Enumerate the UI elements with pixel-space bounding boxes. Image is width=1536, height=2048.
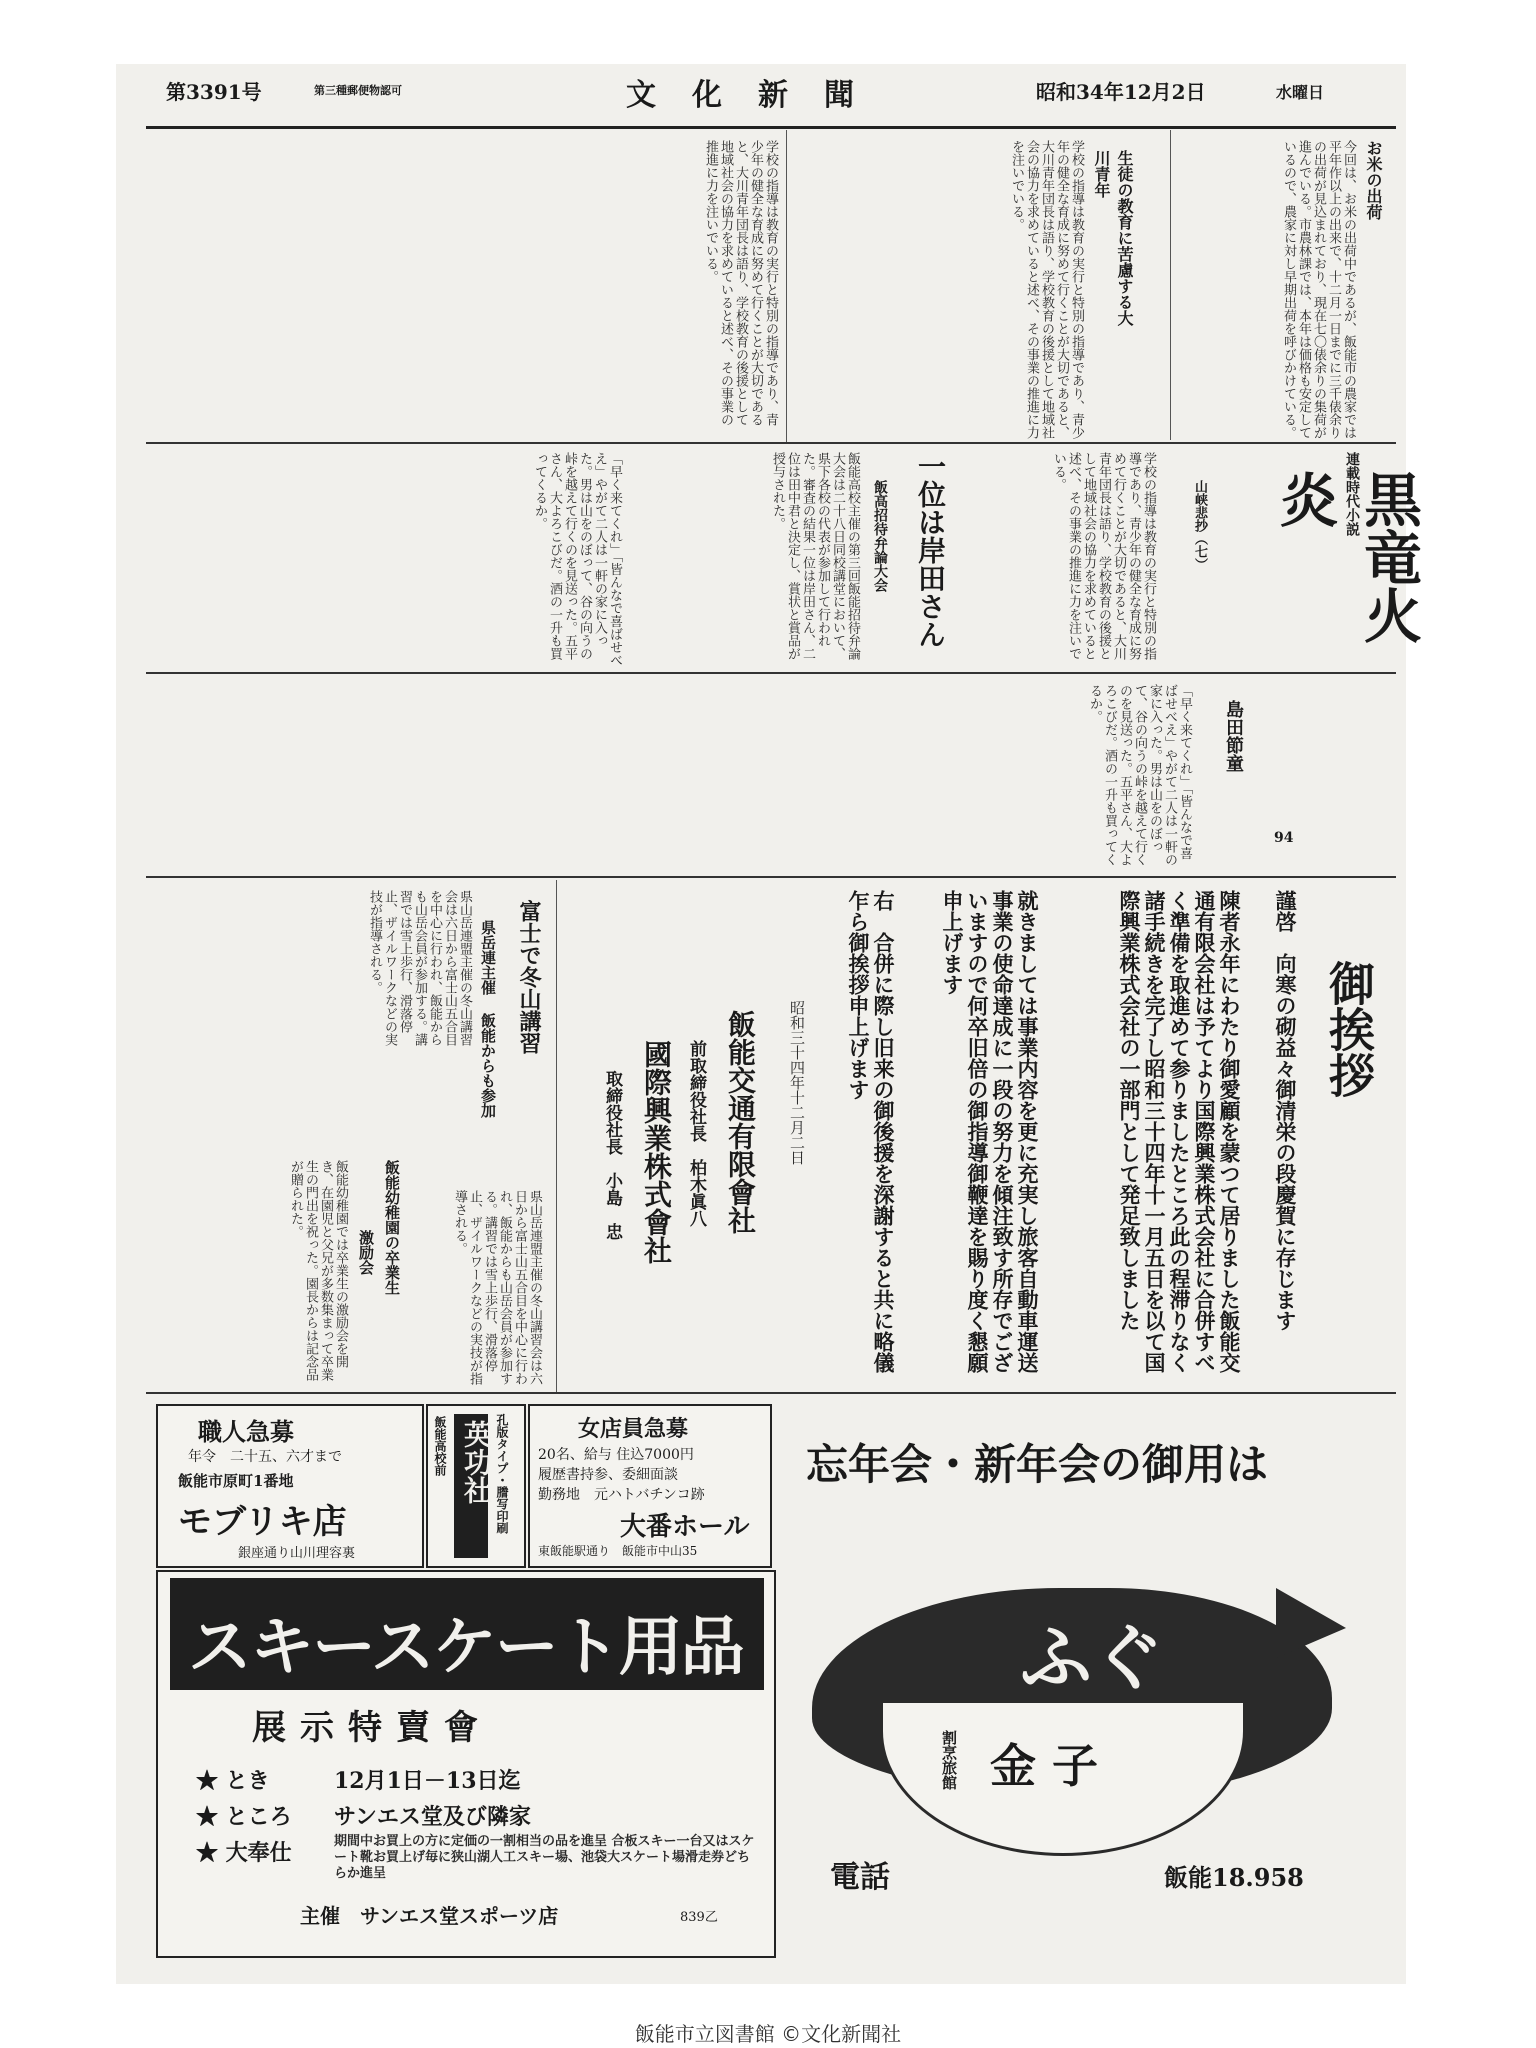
- print-ad-name: 英功社: [460, 1420, 493, 1504]
- fuji-body-continued: 県山岳連盟主催の冬山講習会は六日から富士山五合目を中心に行われ、飯能からも山岳会員が参加する。講習では雪上歩行、滑落停止、ザイルワークなどの実技が指導される。: [452, 1190, 542, 1385]
- rice-title: お米の出荷: [1364, 140, 1383, 220]
- company-2: 國際興業株式會社: [640, 1040, 673, 1264]
- ski-ad-banner-text: スキースケート用品: [188, 1611, 743, 1685]
- print-ad-type: 孔版タイプ・謄写印刷: [495, 1414, 509, 1534]
- continued-column-middle: 「早く来てくれ」「皆んなで喜ばせべえ」やがて二人は一軒の家に入った。男は山をのぼって、谷の向うの峠を越えて行くのを見送った。五平さん、大よろこびだ。酒の一升も買ってくるか。: [532, 452, 622, 667]
- tin-shop-ad: [156, 1404, 424, 1568]
- tin-ad-age: 年令 二十五、六才まで: [188, 1449, 342, 1465]
- kinder-title: 飯能幼稚園の卒業生: [383, 1160, 401, 1295]
- kinder-subtitle: 激励会: [357, 1230, 375, 1275]
- novel-chapter: 山峡悲抄（七）: [1192, 480, 1207, 571]
- greeting-line-3: 就きましては事業内容を更に充実し旅客自動車運送事業の使命達成に一段の努力を傾注致す所存でございますので何卒旧倍の御指導御鞭達を賜り度く懇願申上げます: [940, 890, 1040, 1373]
- greeting-line-4: 右 合併に際し旧来の御後援を深謝すると共に略儀乍ら御挨拶申上げます: [846, 890, 896, 1373]
- company-1: 飯能交通有限會社: [724, 1010, 757, 1234]
- novel-author: 島田節童: [1223, 700, 1244, 772]
- section-rule: [146, 1392, 1396, 1394]
- ski-ad-sub: 展示特賣會: [252, 1708, 492, 1748]
- column-rule: [556, 880, 557, 1392]
- masthead: [146, 66, 1396, 129]
- officer-2: 取締役社長 小島 忠: [602, 1070, 622, 1240]
- fugu-ad-fish-text: ふぐ: [1020, 1615, 1165, 1700]
- fugu-ad-phone: 飯能18.958: [1164, 1863, 1304, 1892]
- fugu-ad-headline: 忘年会・新年会の御用は: [806, 1440, 1269, 1489]
- novel-body: 「早く来てくれ」「皆んなで喜ばせべえ」やがて二人は一軒の家に入った。男は山をのぼって、谷の向うの峠を越えて行くのを見送った。五平さん、大よろこびだ。酒の一升も買ってくるか。: [1087, 684, 1192, 866]
- paper-name: 文化新聞: [626, 78, 890, 113]
- issue-number: 第3391号: [166, 80, 262, 104]
- column-rule: [1170, 130, 1171, 440]
- continued-column-top: 学校の指導は教育の実行と特別の指導であり、青少年の健全な育成に努めて行くことが大切であると、大川青年団長は語り、学校教育の後援として地域社会の協力を求めていると述べ、その事業の推進に力を注いでいる。: [703, 140, 778, 426]
- tin-ad-note: 銀座通り山川理容裏: [238, 1546, 356, 1561]
- footer-credit: 飯能市立図書館 ©文化新聞社: [634, 2022, 902, 2046]
- rice-body: 今回は、お米の出荷中であるが、飯能市の農家では平年作以上の出来で、十二月一日までに三千俵余りの出荷が見込まれており、現在七〇俵余りの集荷が進んでいる。市農林課では、本年は価格も安定しているので、農家に対し早期出荷を呼びかけている。: [1281, 140, 1356, 439]
- section-rule: [146, 442, 1396, 444]
- greeting-title: 御挨拶: [1322, 960, 1376, 1098]
- speech-title: 一位は岸田さん: [914, 452, 947, 648]
- ski-ad-service-label: ★ 大奉仕: [196, 1840, 292, 1866]
- ski-ad-code: 839乙: [680, 1910, 718, 1925]
- speech-body: 飯能高校主催の第三回飯能招待弁論大会は二十八日同校講堂において、県下各校の代表が参加して行われた。審査の結果一位は岸田さん、二位は田中君と決定し、賞状と賞品が授与された。: [770, 452, 860, 660]
- education-body: 学校の指導は教育の実行と特別の指導であり、青少年の健全な育成に努めて行くことが大切であると、大川青年団長は語り、学校教育の後援として地域社会の協力を求めていると述べ、その事業の推進に力を注いでいる。: [1009, 140, 1084, 439]
- novel-series: 連載時代小説: [1344, 452, 1360, 536]
- section-rule: [146, 672, 1396, 674]
- ski-ad-when-label: ★ とき: [196, 1768, 270, 1794]
- print-ad-place: 飯能高校前: [433, 1416, 447, 1476]
- hall-ad-address: 東飯能駅通り 飯能市中山35: [538, 1544, 698, 1558]
- ski-ad-sponsor: 主催 サンエス堂スポーツ店: [300, 1904, 559, 1928]
- column-rule: [786, 130, 787, 442]
- ski-ad-when: 12月1日－13日迄: [334, 1768, 521, 1794]
- print-shop-ad: [426, 1404, 526, 1568]
- fugu-ad-name: 金子: [990, 1739, 1114, 1793]
- section-rule: [146, 876, 1396, 878]
- hall-ad-work: 勤務地 元ハトバチンコ跡: [538, 1487, 705, 1503]
- kinder-body: 飯能幼稚園では卒業生の激励会を開き、在園児と父兄が多数集まって卒業生の門出を祝った。園長からは記念品が贈られた。: [288, 1160, 348, 1381]
- weekday: 水曜日: [1276, 83, 1325, 102]
- novel-title: 黒竜火炎: [1270, 470, 1422, 644]
- fugu-ad-type: 割烹旅館: [940, 1730, 958, 1790]
- speech-subtitle: 飯高招待弁論大会: [872, 480, 888, 592]
- fugu-ad-phone-label: 電話: [830, 1860, 890, 1895]
- hall-ad-cond2: 履歴書持参、委細面談: [538, 1467, 678, 1483]
- fugu-tail-icon: [1276, 1588, 1346, 1658]
- greeting-date: 昭和三十四年十二月二日: [788, 1000, 806, 1165]
- ski-ad-banner: [170, 1578, 764, 1690]
- issue-date: 昭和34年12月2日: [1036, 80, 1206, 104]
- registration: 第三種郵便物認可: [314, 84, 402, 97]
- tin-ad-address: 飯能市原町1番地: [178, 1472, 294, 1490]
- hall-ad-title: 女店員急募: [578, 1416, 689, 1442]
- ski-ad-service: 期間中お買上の方に定価の一割相当の品を進呈 合板スキー一台又はスケート靴お買上げ毎に狭山湖人工スキー場、池袋大スケート場滑走券どちらか進呈: [334, 1834, 755, 1881]
- fuji-title: 富士で冬山講習: [516, 900, 542, 1054]
- hall-ad-name: 大番ホール: [620, 1512, 750, 1542]
- tin-ad-title: 職人急募: [198, 1417, 294, 1446]
- fuji-subtitle: 県岳連主催 飯能からも参加: [479, 920, 497, 1118]
- novel-number: 94: [1274, 830, 1294, 846]
- print-ad-name-box: [454, 1414, 493, 1558]
- greeting-line-1: 謹啓 向寒の砌益々御清栄の段慶賀に存じます: [1273, 890, 1298, 1331]
- hall-ad-cond: 20名、給与 住込7000円: [538, 1447, 694, 1463]
- greeting-line-2: 陳者永年にわたり御愛顧を蒙つて居りました飯能交通有限会社は予てより国際興業株式会社に合併すべく準備を取進めて参りましたところ此の程滞りなく諸手続きを完了し昭和三十四年十一月五日を以て国際興業株式会社の一部門として発足致しました: [1117, 890, 1242, 1373]
- ski-ad-where: サンエス堂及び隣家: [334, 1804, 531, 1830]
- ski-ad-where-label: ★ ところ: [196, 1804, 292, 1830]
- hall-ad: [528, 1404, 772, 1568]
- tin-ad-shop: モブリキ店: [178, 1502, 347, 1542]
- fuji-body: 県山岳連盟主催の冬山講習会は六日から富士山五合目を中心に行われ、飯能からも山岳会員が参加する。講習では雪上歩行、滑落停止、ザイルワークなどの実技が指導される。: [367, 890, 472, 1046]
- education-title: 生徒の教育に苦慮する大川青年: [1092, 150, 1134, 326]
- officer-1: 前取締役社長 柏木眞八: [686, 1040, 706, 1227]
- speech-body-continued: 学校の指導は教育の実行と特別の指導であり、青少年の健全な育成に努めて行くことが大切であると、大川青年団長は語り、学校教育の後援として地域社会の協力を求めていると述べ、その事業の推進に力を注いでいる。: [1051, 452, 1156, 660]
